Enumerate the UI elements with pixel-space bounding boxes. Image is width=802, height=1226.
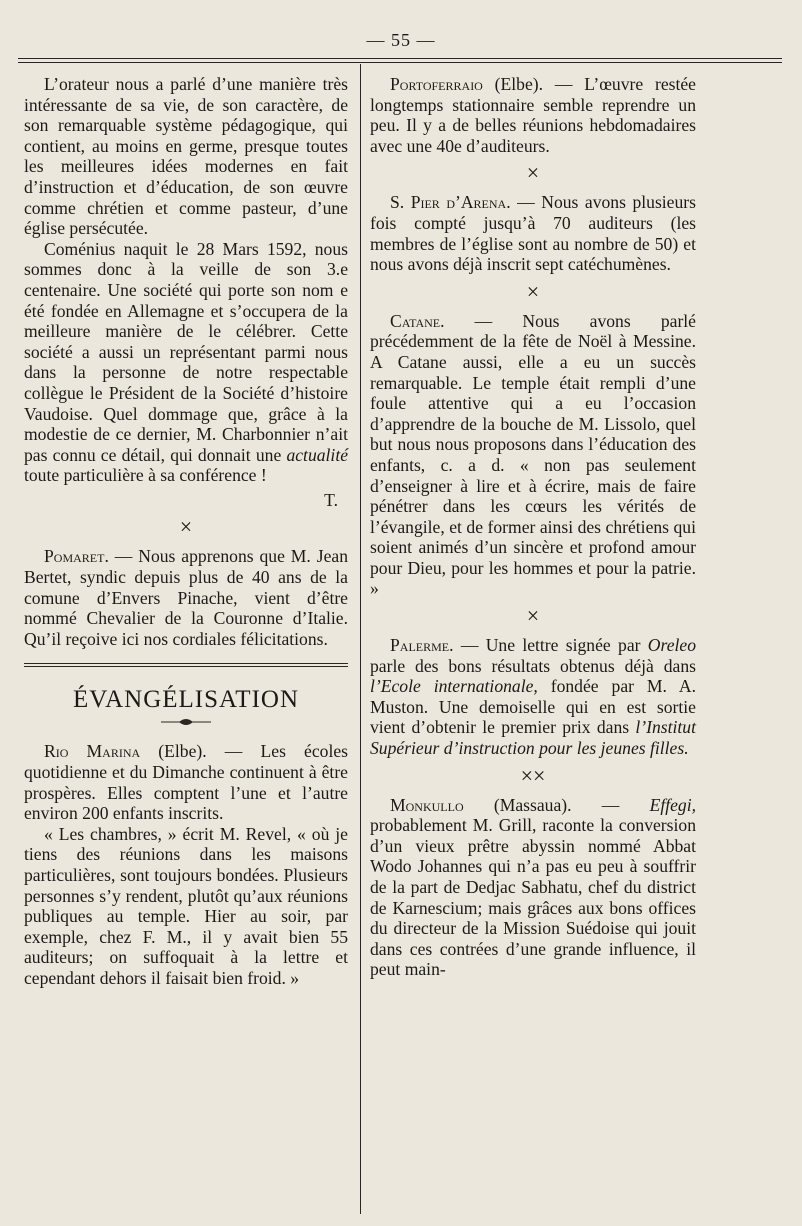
italic-institut: l’Institut Supérieur d’instruction pour les jeunes filles. (370, 717, 696, 759)
italic-ecole: l’Ecole internationale, (370, 676, 538, 697)
place-name-monkullo: Monkullo (390, 794, 464, 815)
italic-oreleo: Oreleo (647, 635, 696, 656)
paragraph-catane: Catane. — Nous avons parlé précédemment de la fête de Noël à Messine. A Catane aussi, elle a eu un succès remarquable. Le temple était rempli d’une foule attentive qui a eu l’occasion d’apprendre de la bouche de M. Lissolo, quel but nous nous proposons dans l’éducation des enfants, c. a d. « non pas seulement d’enseigner à lire et à écrire, mais de faire pénétrer dans les cœurs les vérités de l’évangile, et de former ainsi des chrétiens qui soient animés d’un sincère et profond amour pour Dieu, pour les hommes et pour la patrie. » (370, 310, 696, 599)
italic-effegi: Effegi, (649, 794, 696, 815)
page-number: — 55 — (366, 30, 436, 50)
paragraph-rio-quote: « Les chambres, » écrit M. Revel, « où je tiens des réunions dans les maisons particulières, sont toujours bondées. Plusieurs personnes s’y rendent, plutôt qu’aux réunions publiques au temple. Hier au soir, par exemple, chez F. M., il y avait bien 55 auditeurs; on suffoquait à la lettre et cependant dehors il faisait bien froid. » (24, 823, 348, 988)
signature: T. (324, 489, 338, 510)
paragraph-palerme: Palerme. — Une lettre signée par Oreleo parle des bons résultats obtenus déjà dans l’Ecole internationale, fondée par M. A. Muston. Une demoiselle qui en est sortie vient d’obtenir le premier prix dans l’Institut Supérieur d’instruction pour les jeunes filles. (370, 635, 697, 759)
ornament-icon (159, 717, 213, 727)
separator-cross: × (526, 278, 540, 304)
place-name-s-pier-darena: S. Pier d’Arena. (390, 192, 511, 213)
place-name-rio-marina: Rio Marina (44, 741, 141, 762)
paragraph-orateur: L’orateur nous a parlé d’une manière très intéressante de sa vie, de son caractère, de son remarquable système pédagogique, qui contient, au moins en germe, presque toutes les meilleures idées modernes en fait d’instruction et d’éducation, de son œuvre comme chrétien et comme pasteur, d’une église persécutée. (24, 74, 348, 239)
separator-double-cross: ×× (520, 762, 546, 788)
left-column (24, 74, 348, 989)
column-divider (360, 64, 361, 1214)
separator-cross: × (526, 160, 540, 186)
paragraph-s-pier-darena: S. Pier d’Arena. — Nous avons plusieurs fois compté jusqu’à 70 auditeurs (les membres de l’église sont au nombre de 50) et nous avons déjà inscrit sept catéchumènes. (370, 192, 696, 275)
paragraph-portoferraio: Portoferraio (Elbe). — L’œuvre restée longtemps stationnaire semble reprendre un peu. Il y a de belles réunions hebdomadaires avec une 40e d’auditeurs. (370, 74, 696, 156)
section-title: ÉVANGÉLISATION (72, 686, 300, 714)
paragraph-monkullo: Monkullo (Massaua). — Effegi, probablement M. Grill, raconte la conversion d’un vieux prêtre abyssin nommé Abbat Wodo Johannes qui n’a pas eu peu à souffrir de la part de Dedjac Sabhatu, chef du district de Karnescium; mais grâces aux bons offices du directeur de la Mission Suédoise qui jouit dans ces contrées d’une grande influence, il peut main- (370, 794, 696, 980)
section-rule (24, 663, 348, 667)
header-rule-thin (18, 62, 782, 63)
paragraph-rio-marina: Rio Marina (Elbe). — Les écoles quotidienne et du Dimanche continuent à être prospères. Elles comptent l’une et l’autre environ 200 enfants inscrits. (24, 741, 349, 824)
place-name-catane: Catane. (390, 310, 445, 331)
header-rule (18, 58, 782, 59)
place-name-palerme: Palerme. (390, 635, 454, 656)
separator-cross: × (179, 514, 193, 540)
place-name-portoferraio: Portoferraio (390, 74, 483, 94)
paragraph-comenius: Coménius naquit le 28 Mars 1592, nous sommes donc à la veille de son 3.e centenaire. Une société qui porte son nom e été fondée en Allemagne et s’occupera de la meilleure manière de le célébrer. Cette société a aussi un représentant parmi nous dans la personne de notre respectable collègue le Président de la Société d’histoire Vaudoise. Quel dommage que, grâce à la modestie de ce dernier, M. Charbonnier n’ait pas connu ce détail, qui donnait une actualité toute particulière à sa conférence ! (24, 238, 349, 486)
right-column (370, 74, 696, 980)
separator-cross: × (526, 603, 540, 629)
place-name-pomaret: Pomaret. (44, 546, 109, 567)
italic-actualite: actualité (286, 444, 349, 465)
paragraph-pomaret: Pomaret. — Nous apprenons que M. Jean Bertet, syndic depuis plus de 40 ans de la comune d’Envers Pinache, vient d’être nommé Chevalier de la Couronne d’Italie. Qu’il reçoive ici nos cordiales félicitations. (24, 546, 348, 649)
